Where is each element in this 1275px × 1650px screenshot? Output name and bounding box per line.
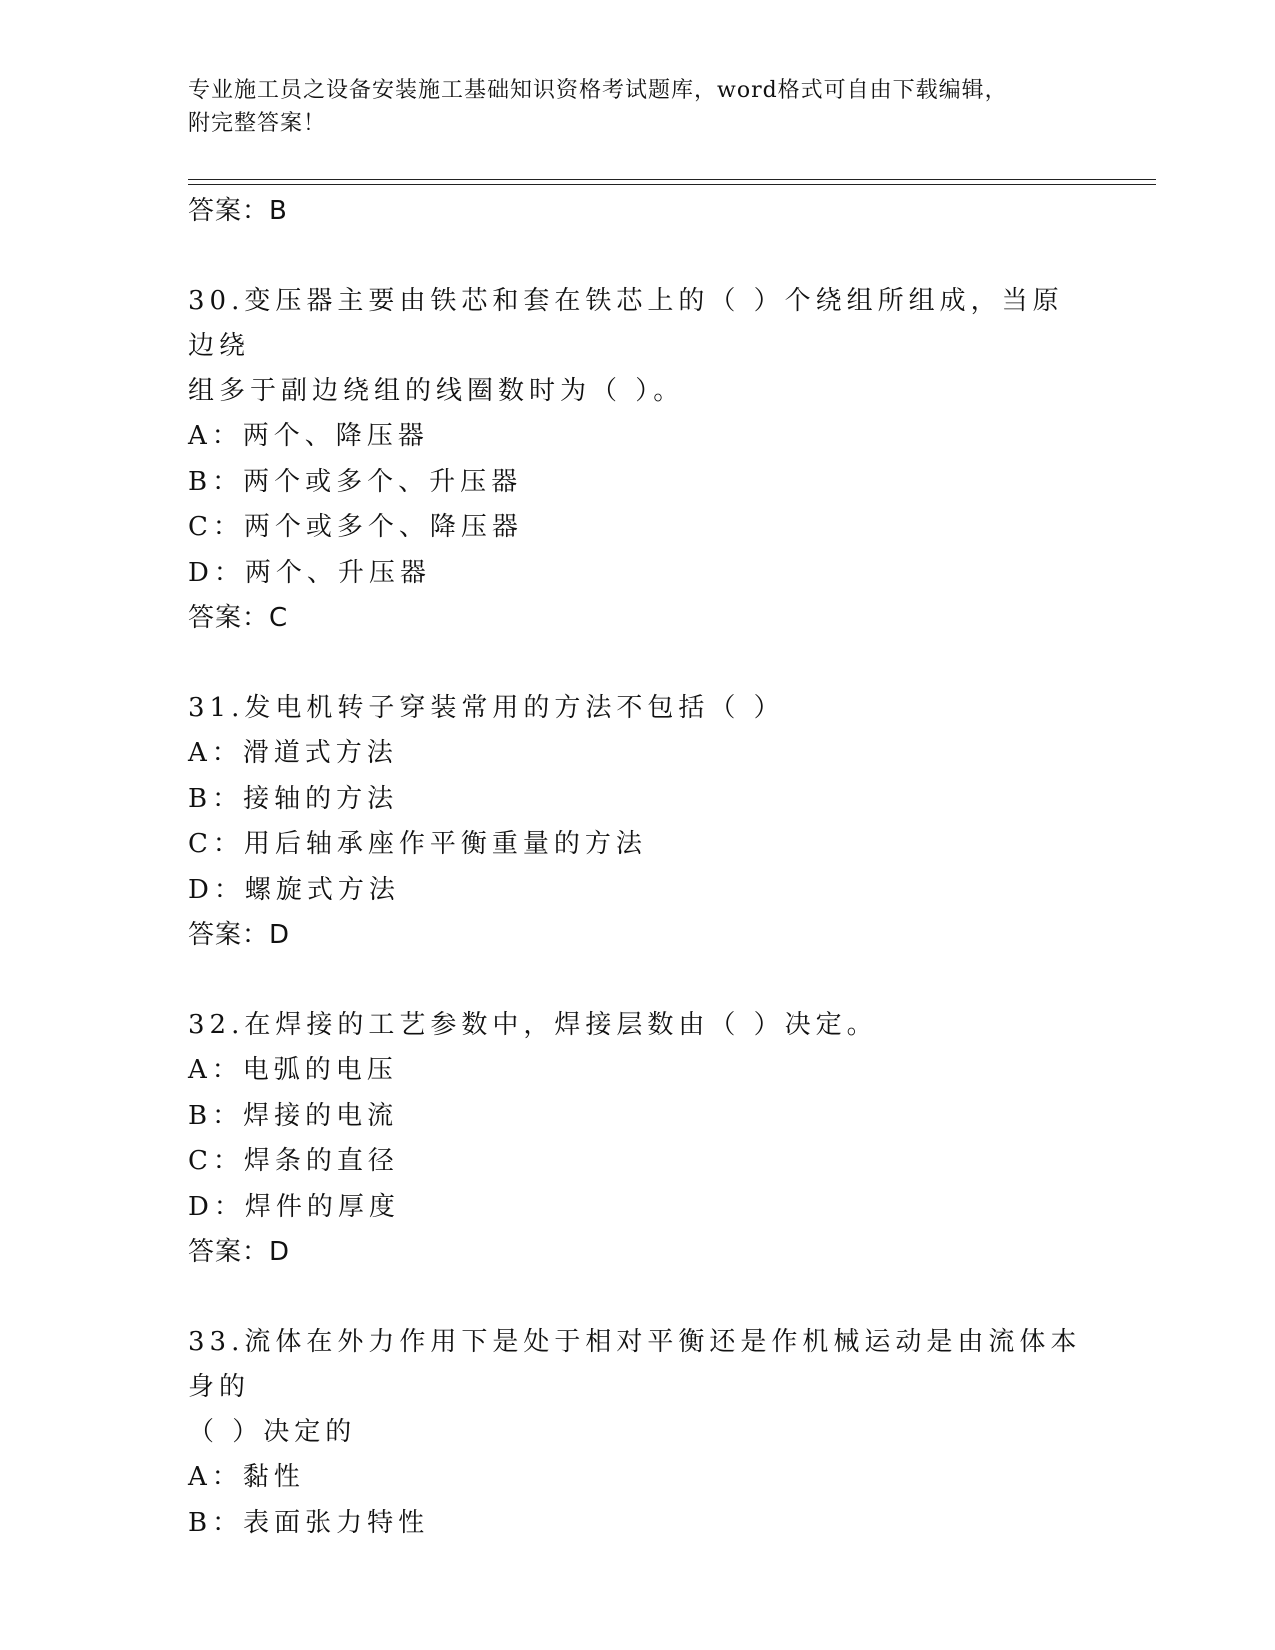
option-b: B：两个或多个、升压器 xyxy=(188,466,523,497)
option-a: A：电弧的电压 xyxy=(188,1055,398,1085)
header-divider-top xyxy=(188,179,1156,180)
option-b: B：表面张力特性 xyxy=(188,1507,430,1538)
option-d: D：两个、升压器 xyxy=(188,557,431,588)
header-line-1: 专业施工员之设备安装施工基础知识资格考试题库，word格式可自由下载编辑， xyxy=(188,78,1008,103)
question-text xyxy=(188,1320,1088,1455)
header-line-2: 附完整答案！ xyxy=(188,111,327,136)
option-c: C：两个或多个、降压器 xyxy=(188,512,523,542)
question-text-line: 组多于副边绕组的线圈数时为（ ）。 xyxy=(188,376,685,406)
question-text xyxy=(188,686,1088,731)
option-c: C：焊条的直径 xyxy=(188,1146,399,1176)
question-text xyxy=(188,279,1088,414)
question-list xyxy=(188,189,1088,1546)
question-30 xyxy=(188,279,1088,640)
option-b: B：焊接的电流 xyxy=(188,1100,399,1131)
question-text-line: 32.在焊接的工艺参数中，焊接层数由（ ）决定。 xyxy=(188,1010,878,1040)
option-b: B：接轴的方法 xyxy=(188,783,399,814)
question-text-line: 31.发电机转子穿装常用的方法不包括（ ） xyxy=(188,693,785,723)
option-a: A：黏性 xyxy=(188,1462,305,1492)
question-text-line: 33.流体在外力作用下是处于相对平衡还是作机械运动是由流体本身的 xyxy=(188,1327,1082,1402)
previous-answer: 答案：B xyxy=(188,196,288,226)
question-text xyxy=(188,1003,1088,1048)
answer: 答案：D xyxy=(188,920,291,950)
document-header xyxy=(188,74,1068,140)
header-divider-bottom xyxy=(188,184,1156,185)
option-d: D：焊件的厚度 xyxy=(188,1191,400,1222)
answer: 答案：D xyxy=(188,1237,291,1267)
answer: 答案：C xyxy=(188,603,289,633)
option-d: D：螺旋式方法 xyxy=(188,874,400,905)
question-32 xyxy=(188,1003,1088,1274)
question-33 xyxy=(188,1320,1088,1546)
question-text-line: （ ）决定的 xyxy=(188,1417,357,1447)
question-31 xyxy=(188,686,1088,957)
question-text-line: 30.变压器主要由铁芯和套在铁芯上的（ ）个绕组所组成，当原边绕 xyxy=(188,286,1064,361)
option-a: A：两个、降压器 xyxy=(188,421,429,451)
option-a: A：滑道式方法 xyxy=(188,738,398,768)
option-c: C：用后轴承座作平衡重量的方法 xyxy=(188,829,647,859)
